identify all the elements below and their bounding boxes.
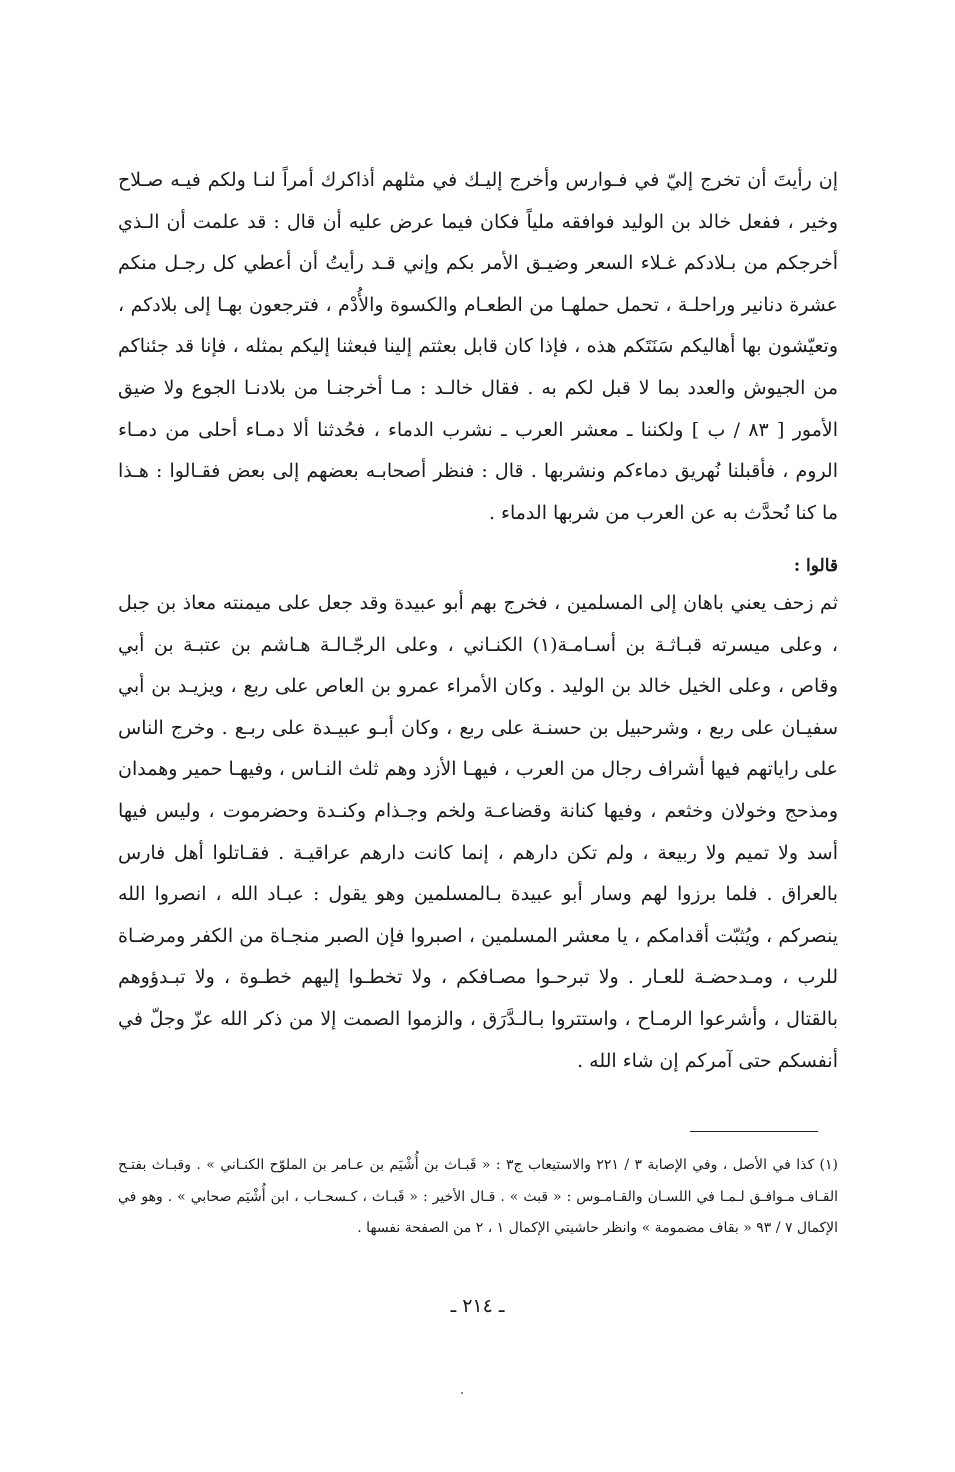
- main-paragraph-2: [118, 583, 838, 1082]
- footnote-divider: [690, 1131, 818, 1132]
- footnotes: [118, 1150, 838, 1245]
- scan-speck: [461, 1392, 463, 1394]
- footnote-1: (١) كذا في الأصل ، وفي الإصابة ٣ / ٢٢١ والاستيعاب ج٣ : « قَبـاث بن أُشْيَم بن عـامر بن الملوّح الكنـاني » . وقبـاث بفتـح القـاف مـوافـق لـمـا في اللسـان والقـامـوس : « قبث » . قـال الأخير : « قَبـاث ، كـسحـاب ، ابن أُشْيَم صحابي » . وهو في الإكمال ٧ / ٩٣ « بقاف مضمومة » وانظر حاشيتي الإكمال ١ ، ٢ من الصفحة نفسها .: [118, 1157, 838, 1236]
- main-paragraph-1: [118, 160, 838, 534]
- paragraph-1-text: إن رأيتَ أن تخرج إليّ في فـوارس وأخرج إليـك في مثلهم أذاكرك أمراً لنـا ولكم فيـه صـلاح وخير ، ففعل خالد بن الوليد فوافقه ملياً فكان فيما عرض عليه أن قال : قد علمت أن الـذي أخرجكم من بـلادكم غـلاء السعر وضيـق الأمر بكم وإني قـد رأيتُ أن أعطي كل رجـل منكم عشرة دنانير وراحلـة ، تحمل حملهـا من الطعـام والكسوة والأُدْم ، فترجعون بهـا إلى بلادكم ، وتعيّشون بها أهاليكم سَنَتَكم هذه ، فإذا كان قابل بعثتم إلينا فبعثنا إليكم بمثله ، فإنا قد جئناكم من الجيوش والعدد بما لا قبل لكم به . فقال خالـد : مـا أخرجنـا من بلادنـا الجوع ولا ضيق الأمور [ ٨٣ / ب ] ولكننا ـ معشر العرب ـ نشرب الدماء ، فحُدثنا ألا دمـاء أحلى من دمـاء الروم ، فأقبلنا نُهريق دماءكم ونشربها . قال : فنظر أصحابـه بعضهم إلى بعض فقـالوا : هـذا ما كنا نُحدَّث به عن العرب من شربها الدماء .: [118, 169, 838, 524]
- section-heading: قالوا :: [793, 556, 838, 576]
- page-number: ـ ٢١٤ ـ: [450, 1295, 505, 1317]
- paragraph-2-text: ثم زحف يعني باهان إلى المسلمين ، فخرج بهم أبو عبيدة وقد جعل على ميمنته معاذ بن جبل ، وعلى ميسرته قبـاثـة بن أسـامـة(١) الكنـاني ، وعلى الرجّـالـة هـاشم بن عتبـة بن أبي وقاص ، وعلى الخيل خالد بن الوليد . وكان الأمراء عمرو بن العاص على ربع ، ويزيـد بن أبي سفيـان على ربع ، وشرحبيل بن حسنـة على ربع ، وكان أبـو عبيـدة على ربـع . وخرج الناس على راياتهم فيها أشراف رجال من العرب ، فيهـا الأزد وهم ثلث النـاس ، وفيهـا حمير وهمدان ومذحج وخولان وخثعم ، وفيها كنانة وقضاعـة ولخم وجـذام وكنـدة وحضرموت ، وليس فيها أسد ولا تميم ولا ربيعة ، ولم تكن دارهم ، إنما كانت دارهم عراقيـة . فقـاتلوا أهل فارس بالعراق . فلما برزوا لهم وسار أبو عبيدة بـالمسلمين وهو يقول : عبـاد الله ، انصروا الله ينصركم ، ويُثبّت أقدامكم ، يا معشر المسلمين ، اصبروا فإن الصبر منجـاة من الكفر ومرضـاة للرب ، ومـدحضـة للعـار . ولا تبرحـوا مصـافكم ، ولا تخطـوا إليهم خطـوة ، ولا تبـدؤوهم بالقتال ، وأشرعوا الرمـاح ، واستتروا بـالـدَّرَق ، والزموا الصمت إلا من ذكر الله عزّ وجلّ في أنفسكم حتى آمركم إن شاء الله .: [118, 592, 838, 1072]
